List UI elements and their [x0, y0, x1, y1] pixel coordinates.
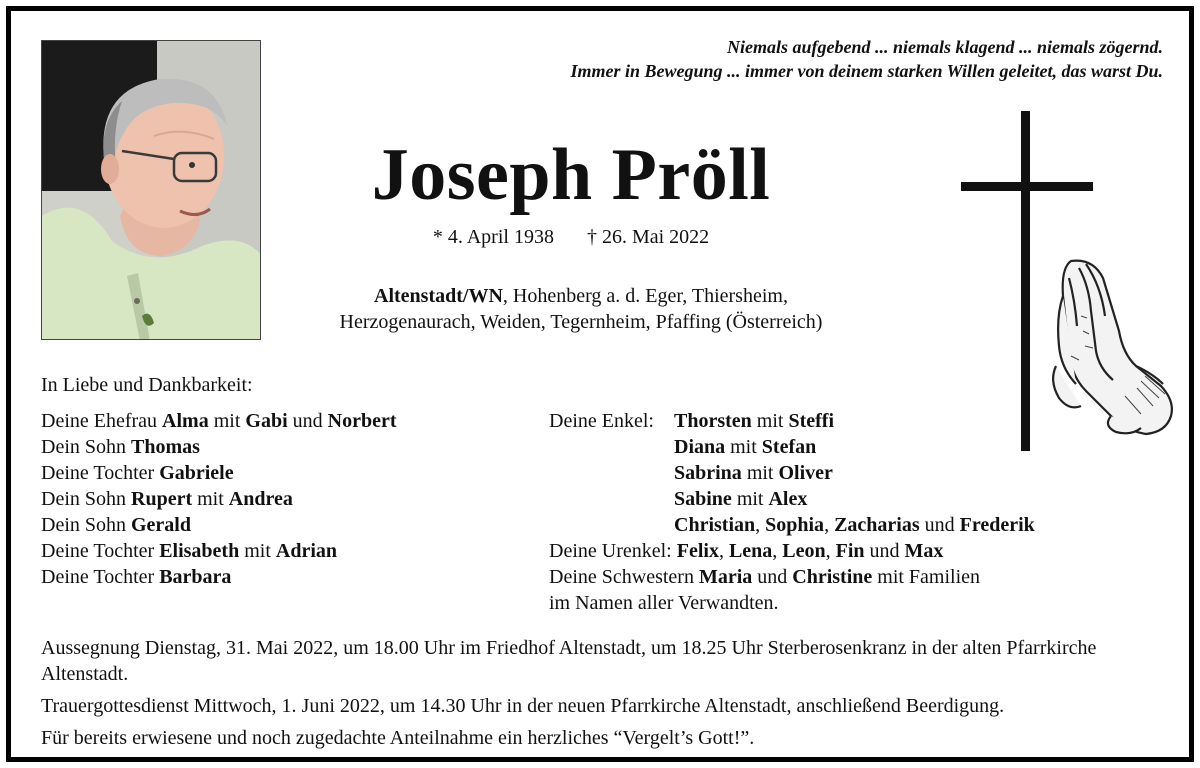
thanks-text: Für bereits erwiesene und noch zugedachte Anteilnahme ein herzliches “Vergelt’s Gott!”. [41, 727, 755, 749]
connector: , [755, 514, 766, 536]
motto-line-1: Niemals aufgebend ... niemals klagend ... niemals zögernd. [726, 37, 1163, 57]
connector: , [824, 514, 835, 536]
grandchildren-row [549, 460, 1035, 486]
family-name: Thorsten [674, 410, 752, 432]
family-name: Sabrina [674, 462, 742, 484]
connector: und [287, 410, 328, 432]
family-name: Lena [728, 540, 773, 562]
family-row [41, 486, 397, 512]
siblings-row [549, 564, 1035, 590]
family-name: Andrea [228, 488, 293, 510]
family-name: Adrian [275, 540, 338, 562]
grandchildren-label: Deine Enkel: [549, 410, 654, 432]
relation-label: Dein Sohn [41, 436, 131, 458]
family-name: Gabi [245, 410, 288, 432]
connector: mit [725, 436, 762, 458]
connector: mit [731, 488, 769, 510]
family-name: Gabriele [159, 462, 234, 484]
family-row [41, 460, 397, 486]
family-name: Frederik [959, 514, 1035, 536]
home-town: Altenstadt/WN [374, 285, 503, 307]
family-name: Christine [792, 566, 873, 588]
family-name: Felix [676, 540, 719, 562]
life-dates [311, 226, 831, 249]
motto-line-2: Immer in Bewegung ... immer von deinem starken Willen geleitet, das warst Du. [570, 61, 1163, 81]
blessing-text: Aussegnung Dienstag, 31. Mai 2022, um 18.00 Uhr im Friedhof Altenstadt, um 18.25 Uhr Sterberosenkranz in der alten Pfarrkirche Altenstadt. [41, 637, 1097, 685]
connector: mit [192, 488, 229, 510]
family-name: Oliver [778, 462, 833, 484]
places-line-2: Herzogenaurach, Weiden, Tegernheim, Pfaffing (Österreich) [339, 311, 823, 333]
intro-text: In Liebe und Dankbarkeit: [41, 374, 253, 396]
family-name: Christian [674, 514, 756, 536]
deceased-name: Joseph Pröll [371, 134, 771, 216]
connector: und [919, 514, 960, 536]
birth-date: * 4. April 1938 [432, 226, 554, 248]
connector: und [864, 540, 905, 562]
connector: , [825, 540, 836, 562]
connector: mit [239, 540, 276, 562]
family-name: Fin [835, 540, 865, 562]
family-row [41, 408, 397, 434]
family-name: Alma [162, 410, 209, 432]
connector: und [752, 566, 793, 588]
family-name: Norbert [327, 410, 397, 432]
connector: mit [208, 410, 246, 432]
praying-hands-icon [1041, 256, 1181, 436]
great-grandchildren-label: Deine Urenkel: [549, 540, 677, 562]
connector: mit Familien [872, 566, 981, 588]
family-name: Rupert [131, 488, 193, 510]
connector: mit [751, 410, 789, 432]
portrait-photo [41, 40, 261, 340]
family-row [41, 434, 397, 460]
connector: , [772, 540, 783, 562]
grandchildren-row [549, 408, 1035, 434]
great-grandchildren-row [549, 538, 1035, 564]
motto [570, 35, 1163, 83]
family-row [41, 538, 397, 564]
family-name: Gerald [131, 514, 191, 536]
grandchildren-row [549, 486, 1035, 512]
grandchildren-list [549, 408, 1035, 616]
connector: mit [741, 462, 779, 484]
family-name: Maria [698, 566, 753, 588]
family-name: Max [904, 540, 944, 562]
connector: , [718, 540, 729, 562]
funeral-text: Trauergottesdienst Mittwoch, 1. Juni 2022, um 14.30 Uhr in der neuen Pfarrkirche Altenstadt, anschließend Beerdigung. [41, 695, 1005, 717]
family-name: Steffi [788, 410, 835, 432]
family-name: Barbara [159, 566, 232, 588]
relatives-row: im Namen aller Verwandten. [549, 592, 779, 614]
family-row [41, 564, 397, 590]
relation-label: Deine Ehefrau [41, 410, 163, 432]
grandchildren-row [549, 434, 1035, 460]
relation-label: Deine Schwestern [549, 566, 699, 588]
grandchildren-row [549, 512, 1035, 538]
places [271, 283, 891, 335]
family-row [41, 512, 397, 538]
family-list [41, 408, 397, 590]
obituary-frame [6, 6, 1194, 762]
death-date: † 26. Mai 2022 [586, 226, 710, 248]
family-name: Sophia [765, 514, 825, 536]
places-line-1 [271, 283, 891, 309]
places-rest: , Hohenberg a. d. Eger, Thiersheim, [502, 285, 788, 307]
family-name: Stefan [761, 436, 817, 458]
family-name: Zacharias [834, 514, 920, 536]
family-name: Diana [674, 436, 726, 458]
family-name: Alex [768, 488, 808, 510]
family-name: Leon [782, 540, 826, 562]
relation-label: Dein Sohn [41, 488, 131, 510]
relation-label: Deine Tochter [41, 540, 160, 562]
family-name: Elisabeth [159, 540, 240, 562]
family-name: Thomas [131, 436, 200, 458]
family-name: Sabine [674, 488, 732, 510]
relation-label: Dein Sohn [41, 514, 131, 536]
relation-label: Deine Tochter [41, 462, 160, 484]
relation-label: Deine Tochter [41, 566, 160, 588]
service-info [41, 635, 1161, 757]
